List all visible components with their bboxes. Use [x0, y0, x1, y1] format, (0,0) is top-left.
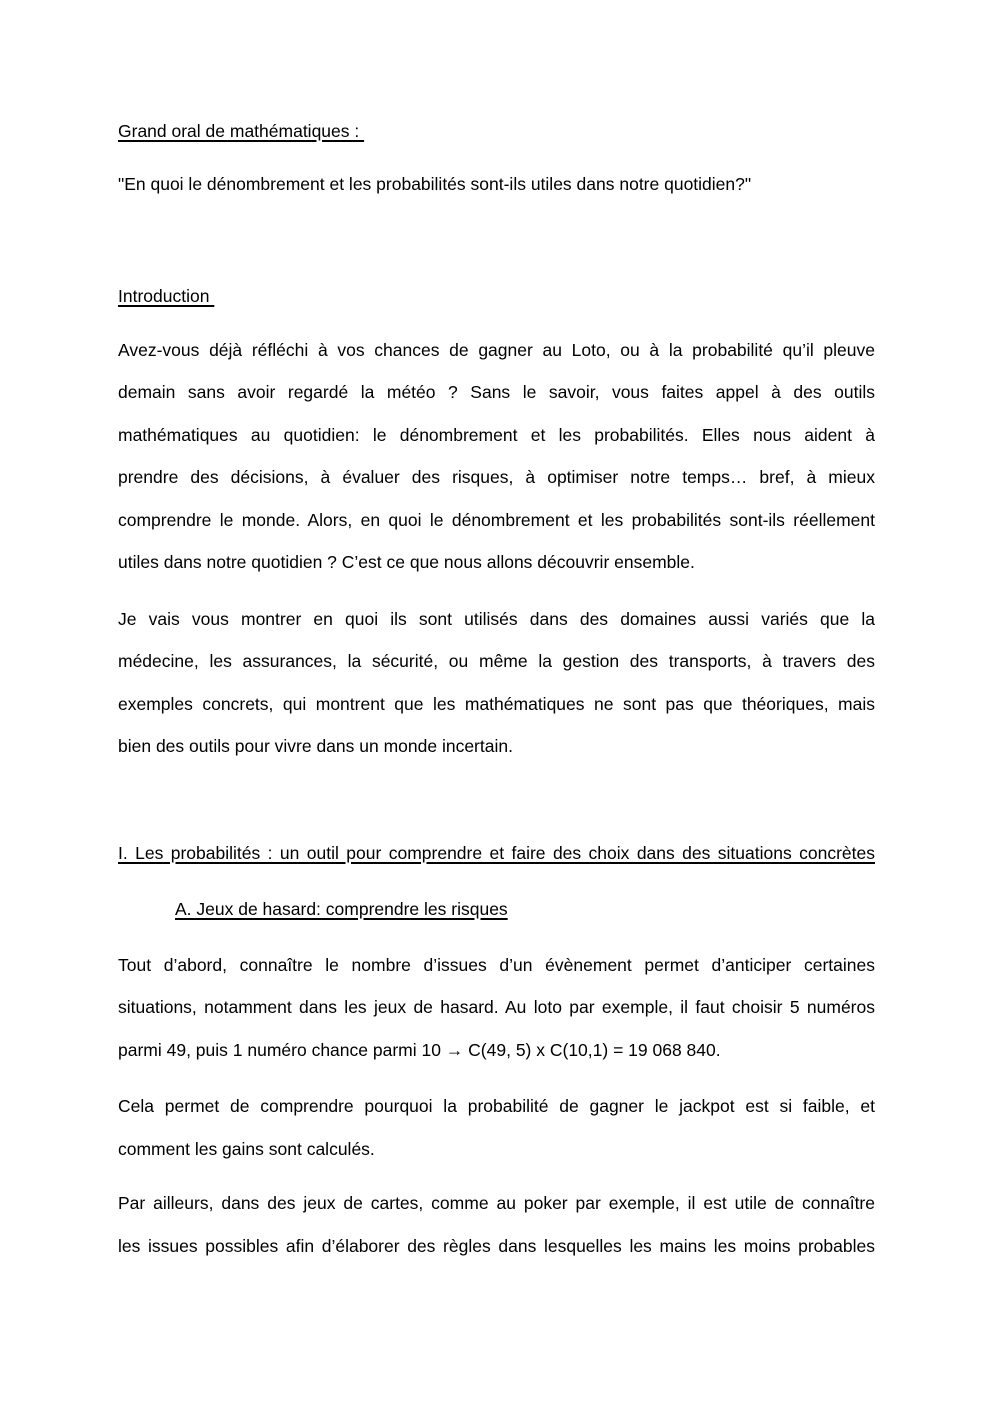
- section1-paragraph-1: [118, 944, 875, 1072]
- section1-heading: I. Les probabilités : un outil pour comprendre et faire des choix dans des situations concrètes: [118, 842, 875, 863]
- text-line: comment les gains sont calculés.: [118, 1138, 375, 1159]
- text-line: prendre des décisions, à évaluer des risques, à optimiser notre temps… bref, à mieux: [118, 467, 875, 487]
- text-line: exemples concrets, qui montrent que les mathématiques ne sont pas que théoriques, mais: [118, 693, 875, 714]
- text-line: les issues possibles afin d’élaborer des règles dans lesquelles les mains les moins probables: [118, 1235, 875, 1256]
- text-line: Par ailleurs, dans des jeux de cartes, comme au poker par exemple, il est utile de connaître: [118, 1193, 875, 1213]
- section1-paragraph-3: [118, 1182, 875, 1267]
- text-line: Tout d’abord, connaître le nombre d’issues d’un évènement permet d’anticiper certaines: [118, 954, 875, 975]
- document-title: Grand oral de mathématiques :: [118, 121, 365, 141]
- text-line: comprendre le monde. Alors, en quoi le dénombrement et les probabilités sont-ils réellement: [118, 509, 875, 530]
- text-line: Avez-vous déjà réfléchi à vos chances de gagner au Loto, ou à la probabilité qu’il pleuve: [118, 339, 875, 360]
- text-line: demain sans avoir regardé la météo ? Sans le savoir, vous faites appel à des outils: [118, 382, 875, 402]
- intro-heading: Introduction: [118, 286, 215, 306]
- text-line: situations, notamment dans les jeux de hasard. Au loto par exemple, il faut choisir 5 numéros: [118, 997, 875, 1017]
- text-line: bien des outils pour vivre dans un monde incertain.: [118, 736, 513, 756]
- text-line: Cela permet de comprendre pourquoi la probabilité de gagner le jackpot est si faible, et: [118, 1096, 875, 1116]
- text-line: médecine, les assurances, la sécurité, ou même la gestion des transports, à travers des: [118, 651, 875, 671]
- text-line: parmi 49, puis 1 numéro chance parmi 10 → C(49, 5) x C(10,1) = 19 068 840.: [118, 1039, 721, 1060]
- section1-subheading-a: [118, 888, 875, 931]
- intro-paragraph-1: [118, 329, 875, 584]
- text-line: mathématiques au quotidien: le dénombrement et les probabilités. Elles nous aident à: [118, 424, 875, 445]
- intro-paragraph-2: [118, 598, 875, 768]
- text-line: utiles dans notre quotidien ? C’est ce que nous allons découvrir ensemble.: [118, 552, 695, 572]
- research-question: "En quoi le dénombrement et les probabilités sont-ils utiles dans notre quotidien?": [118, 173, 752, 194]
- subheading-a-text: A. Jeux de hasard: comprendre les risques: [175, 899, 508, 919]
- text-line: Je vais vous montrer en quoi ils sont utilisés dans des domaines aussi variés que la: [118, 608, 875, 629]
- section1-paragraph-2: [118, 1085, 875, 1170]
